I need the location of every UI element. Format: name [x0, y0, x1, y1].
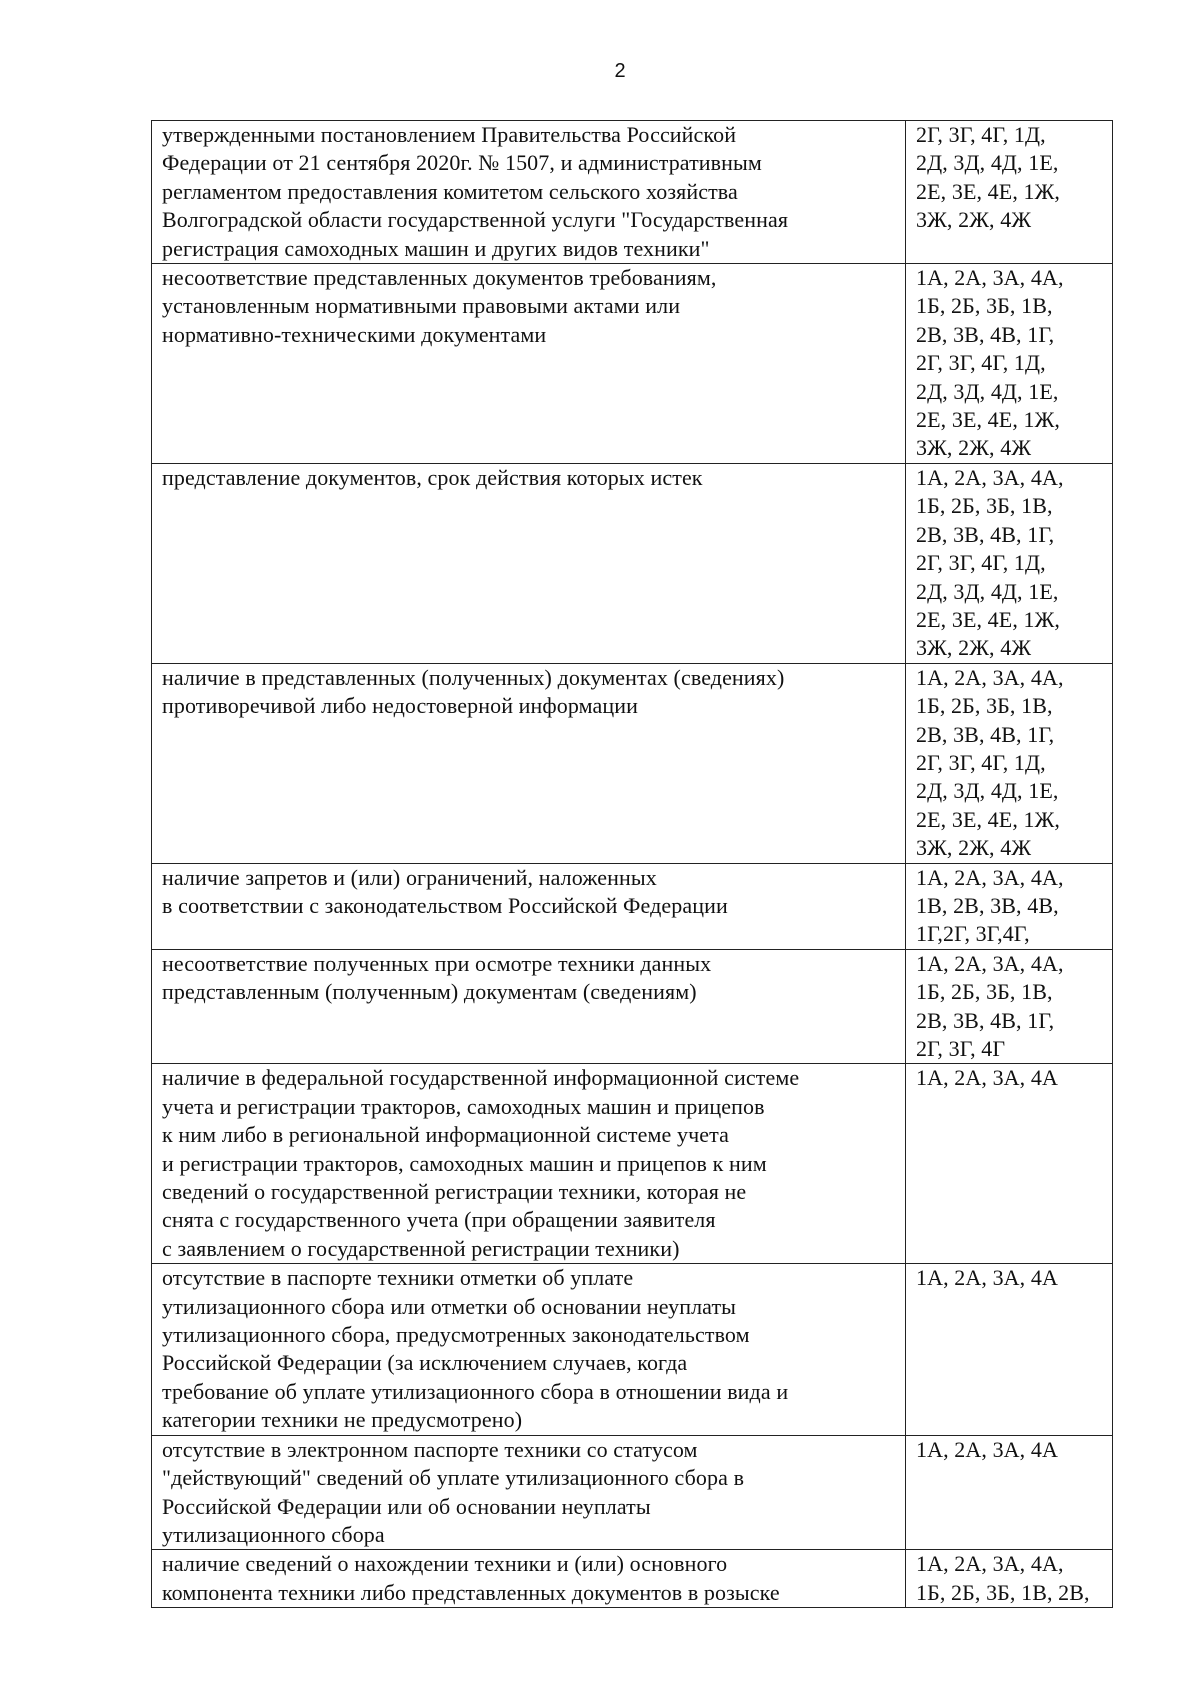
- codes-cell: 1А, 2А, 3А, 4А: [906, 1264, 1113, 1435]
- table-row: [152, 463, 1113, 663]
- codes-cell: 2Г, 3Г, 4Г, 1Д, 2Д, 3Д, 4Д, 1Е, 2Е, 3Е, 4Е, 1Ж, 3Ж, 2Ж, 4Ж: [906, 121, 1113, 264]
- codes-cell: 1А, 2А, 3А, 4А, 1В, 2В, 3В, 4В, 1Г,2Г, 3Г,4Г,: [906, 863, 1113, 949]
- table-row: [152, 1550, 1113, 1608]
- codes-cell: 1А, 2А, 3А, 4А: [906, 1435, 1113, 1550]
- codes-cell: 1А, 2А, 3А, 4А, 1Б, 2Б, 3Б, 1В, 2В, 3В, 4В, 1Г, 2Г, 3Г, 4Г, 1Д, 2Д, 3Д, 4Д, 1Е, 2Е, 3Е, 4Е, 1Ж, 3Ж, 2Ж, 4Ж: [906, 663, 1113, 863]
- grounds-cell: несоответствие представленных документов требованиям, установленным нормативными правовыми актами или нормативно-техническими документами: [152, 264, 906, 464]
- grounds-cell: представление документов, срок действия которых истек: [152, 463, 906, 663]
- table-row: [152, 663, 1113, 863]
- table-row: [152, 863, 1113, 949]
- codes-cell: 1А, 2А, 3А, 4А, 1Б, 2Б, 3Б, 1В, 2В,: [906, 1550, 1113, 1608]
- table-row: [152, 121, 1113, 264]
- codes-cell: 1А, 2А, 3А, 4А, 1Б, 2Б, 3Б, 1В, 2В, 3В, 4В, 1Г, 2Г, 3Г, 4Г: [906, 949, 1113, 1064]
- requirements-table: [151, 120, 1113, 1608]
- grounds-cell: отсутствие в электронном паспорте техники со статусом "действующий" сведений об уплате утилизационного сбора в Российской Федерации или об основании неуплаты утилизационного сбора: [152, 1435, 906, 1550]
- table-row: [152, 1064, 1113, 1264]
- table-row: [152, 1435, 1113, 1550]
- table-row: [152, 264, 1113, 464]
- codes-cell: 1А, 2А, 3А, 4А: [906, 1064, 1113, 1264]
- table-row: [152, 1264, 1113, 1435]
- grounds-cell: наличие сведений о нахождении техники и (или) основного компонента техники либо представленных документов в розыске: [152, 1550, 906, 1608]
- grounds-cell: утвержденными постановлением Правительства Российской Федерации от 21 сентября 2020г. № 1507, и административным регламентом предоставления комитетом сельского хозяйства Волгоградской области государственной услуги "Государственная регистрация самоходных машин и других видов техники": [152, 121, 906, 264]
- grounds-cell: наличие в федеральной государственной информационной системе учета и регистрации тракторов, самоходных машин и прицепов к ним либо в региональной информационной системе учета и регистрации тракторов, самоходных машин и прицепов к ним сведений о государственной регистрации техники, которая не снята с государственного учета (при обращении заявителя с заявлением о государственной регистрации техники): [152, 1064, 906, 1264]
- table-row: [152, 949, 1113, 1064]
- grounds-cell: несоответствие полученных при осмотре техники данных представленным (полученным) документам (сведениям): [152, 949, 906, 1064]
- grounds-cell: наличие запретов и (или) ограничений, наложенных в соответствии с законодательством Российской Федерации: [152, 863, 906, 949]
- page-number: 2: [614, 60, 626, 82]
- grounds-cell: отсутствие в паспорте техники отметки об уплате утилизационного сбора или отметки об основании неуплаты утилизационного сбора, предусмотренных законодательством Российской Федерации (за исключением случаев, когда требование об уплате утилизационного сбора в отношении вида и категории техники не предусмотрено): [152, 1264, 906, 1435]
- codes-cell: 1А, 2А, 3А, 4А, 1Б, 2Б, 3Б, 1В, 2В, 3В, 4В, 1Г, 2Г, 3Г, 4Г, 1Д, 2Д, 3Д, 4Д, 1Е, 2Е, 3Е, 4Е, 1Ж, 3Ж, 2Ж, 4Ж: [906, 463, 1113, 663]
- codes-cell: 1А, 2А, 3А, 4А, 1Б, 2Б, 3Б, 1В, 2В, 3В, 4В, 1Г, 2Г, 3Г, 4Г, 1Д, 2Д, 3Д, 4Д, 1Е, 2Е, 3Е, 4Е, 1Ж, 3Ж, 2Ж, 4Ж: [906, 264, 1113, 464]
- grounds-cell: наличие в представленных (полученных) документах (сведениях) противоречивой либо недостоверной информации: [152, 663, 906, 863]
